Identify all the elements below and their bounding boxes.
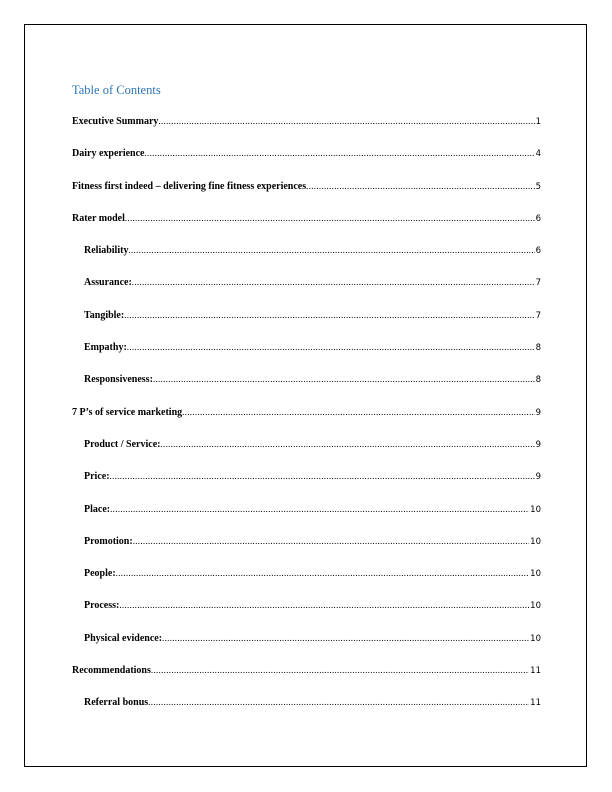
- toc-page-number: 9: [535, 407, 541, 418]
- toc-entry[interactable]: [72, 471, 541, 503]
- toc-entry[interactable]: [72, 342, 541, 374]
- toc-leader-dots: [116, 568, 530, 578]
- toc-leader-dots: [160, 439, 534, 449]
- toc-entry[interactable]: [72, 245, 541, 277]
- toc-page-number: 1: [535, 117, 541, 127]
- toc-heading: Table of Contents: [72, 83, 161, 97]
- toc-page-number: 9: [535, 472, 541, 483]
- toc-entry[interactable]: [72, 148, 541, 180]
- toc-leader-dots: [125, 213, 535, 223]
- toc-leader-dots: [110, 504, 529, 514]
- toc-entry-label: Process:: [84, 600, 120, 612]
- toc-entry-label: Fitness first indeed – delivering fine fitness experiences: [72, 180, 307, 192]
- toc-entry[interactable]: [72, 116, 541, 148]
- toc-page-number: 11: [530, 666, 541, 677]
- toc-entry[interactable]: [72, 600, 541, 632]
- toc-entry[interactable]: [72, 536, 541, 568]
- toc-leader-dots: [110, 471, 535, 481]
- toc-entry-label: Reliability: [84, 245, 129, 257]
- toc-page-number: 4: [535, 149, 541, 160]
- toc-entry-label: 7 P’s of service marketing: [72, 406, 183, 418]
- toc-entry-label: Responsiveness:: [84, 374, 153, 386]
- toc-leader-dots: [182, 407, 534, 417]
- toc-entry-label: Physical evidence:: [84, 632, 163, 644]
- toc-leader-dots: [127, 342, 535, 352]
- toc-entry-label: Recommendations: [72, 665, 151, 677]
- toc-page-number: 8: [535, 343, 541, 354]
- toc-entry-label: Dairy experience: [72, 148, 145, 160]
- toc-entry-label: Price:: [84, 471, 110, 483]
- toc-entry[interactable]: [72, 633, 541, 665]
- toc-leader-dots: [158, 116, 534, 126]
- toc-entry[interactable]: [72, 439, 541, 471]
- toc-leader-dots: [128, 245, 534, 255]
- toc-entry-label: People:: [84, 568, 116, 580]
- table-of-contents: [72, 116, 541, 730]
- toc-entry-label: Rater model: [72, 212, 125, 224]
- toc-page-number: 10: [530, 536, 541, 547]
- toc-entry[interactable]: [72, 665, 541, 697]
- toc-entry[interactable]: [72, 181, 541, 213]
- toc-page-number: 6: [535, 213, 541, 224]
- toc-entry[interactable]: [72, 277, 541, 309]
- toc-page-number: 10: [530, 633, 541, 644]
- toc-entry[interactable]: [72, 504, 541, 536]
- toc-entry[interactable]: [72, 310, 541, 342]
- toc-page-number: 10: [530, 601, 541, 612]
- toc-page-number: 7: [535, 310, 541, 321]
- toc-leader-dots: [133, 536, 529, 546]
- toc-page-number: 7: [535, 278, 541, 289]
- toc-page-number: 10: [530, 569, 541, 580]
- toc-page-number: 8: [535, 375, 541, 386]
- toc-entry-label: Executive Summary: [72, 116, 159, 127]
- toc-leader-dots: [148, 697, 529, 707]
- toc-leader-dots: [132, 277, 535, 287]
- toc-leader-dots: [306, 181, 534, 191]
- toc-leader-dots: [151, 665, 529, 675]
- toc-page-number: 11: [530, 698, 541, 709]
- toc-leader-dots: [119, 600, 529, 610]
- toc-page-number: 9: [535, 439, 541, 450]
- toc-entry[interactable]: [72, 374, 541, 406]
- toc-entry[interactable]: [72, 213, 541, 245]
- toc-leader-dots: [144, 148, 534, 158]
- toc-entry-label: Promotion:: [84, 535, 133, 547]
- toc-entry-label: Place:: [84, 503, 111, 515]
- toc-entry-label: Product / Service:: [84, 438, 161, 450]
- toc-entry-label: Assurance:: [84, 277, 132, 289]
- toc-entry-label: Referral bonus: [84, 697, 149, 709]
- toc-page-number: 6: [535, 246, 541, 257]
- toc-leader-dots: [153, 374, 535, 384]
- toc-entry-label: Empathy:: [84, 342, 127, 354]
- toc-entry[interactable]: [72, 697, 541, 729]
- toc-page-number: 10: [530, 504, 541, 515]
- toc-page-number: 5: [535, 181, 541, 192]
- toc-entry[interactable]: [72, 568, 541, 600]
- toc-leader-dots: [124, 310, 534, 320]
- toc-leader-dots: [162, 633, 529, 643]
- toc-entry-label: Tangible:: [84, 309, 125, 321]
- toc-entry[interactable]: [72, 407, 541, 439]
